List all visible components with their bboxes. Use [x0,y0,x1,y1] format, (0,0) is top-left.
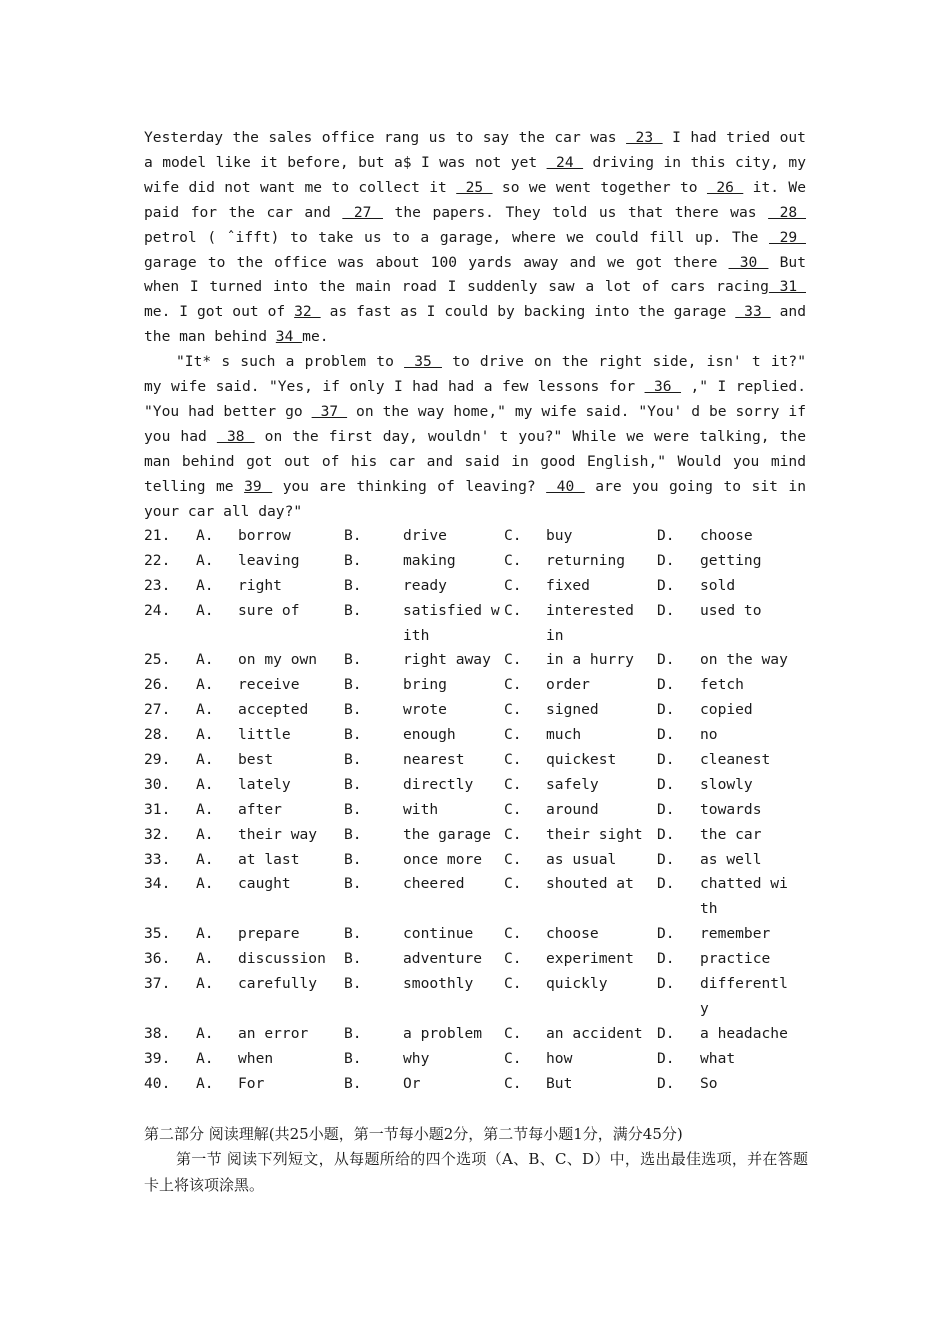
option-letter: C. [504,576,522,594]
question-number: 29. [144,751,171,769]
option-a: leaving [238,551,300,569]
option-row [144,698,806,723]
option-letter: A. [196,651,214,669]
option-letter: D. [657,875,675,893]
question-number: 32. [144,825,171,843]
option-letter: A. [196,1074,214,1092]
option-letter: B. [344,527,362,544]
question-number: 40. [144,1074,171,1092]
option-b: enough [403,726,456,744]
passage-text: ," I replied. "You had better go [144,378,806,420]
option-letter: C. [504,551,522,569]
answer-blank: 25 [456,178,493,196]
option-row [144,648,806,673]
option-letter: A. [196,551,214,569]
option-letter: C. [504,1024,522,1042]
option-d: fetch [700,676,744,694]
option-c: signed [546,701,599,719]
option-row [144,823,806,848]
option-letter: B. [344,726,362,744]
option-letter: B. [344,975,362,993]
option-letter: B. [344,576,362,594]
answer-blank: 40 [546,477,585,495]
option-letter: A. [196,726,214,744]
answer-blank: 31 [768,278,806,296]
passage-text: me. [302,328,329,346]
option-d: copied [700,701,753,719]
question-number: 21. [144,527,171,544]
option-letter: D. [657,1049,675,1067]
option-d: cleanest [700,751,771,769]
option-b: bring [403,676,447,694]
option-d: remember [700,925,771,943]
option-letter: C. [504,651,522,669]
option-d: getting [700,551,762,569]
question-number: 34. [144,875,171,893]
options-list [144,524,806,1097]
option-d: the car [700,825,762,843]
option-letter: A. [196,775,214,793]
passage-text: it. We paid for the car and [144,178,806,221]
option-letter: A. [196,676,214,694]
answer-blank: 34 [275,328,303,346]
option-letter: C. [504,925,522,943]
option-a: lately [238,775,291,793]
passage-text: driving in this city, my wife did not want me to collect it [144,153,806,196]
option-letter: C. [504,751,522,769]
question-number: 31. [144,800,171,818]
option-letter: D. [657,651,675,669]
option-a: caught [238,875,291,893]
answer-blank: 32 [294,303,321,321]
answer-blank: 36 [644,378,682,396]
option-letter: A. [196,925,214,943]
option-a: sure of [238,601,300,619]
option-letter: D. [657,601,675,619]
option-row [144,1072,806,1097]
option-letter: C. [504,775,522,793]
option-d: sold [700,576,736,594]
option-b: Or [403,1074,421,1092]
option-c: safely [546,775,599,793]
cloze-passage [144,126,806,525]
question-number: 37. [144,975,171,993]
option-letter: B. [344,751,362,769]
option-letter: B. [344,875,362,893]
option-a: right [238,576,282,594]
option-d: choose [700,527,753,544]
option-letter: D. [657,751,675,769]
option-b: ready [403,576,447,594]
question-number: 35. [144,925,171,943]
option-letter: A. [196,1024,214,1042]
passage-text: me. I got out of [144,303,295,321]
option-row [144,922,806,947]
option-a: when [238,1049,274,1067]
option-b: why [403,1049,430,1067]
option-letter: B. [344,676,362,694]
option-letter: C. [504,1074,522,1092]
option-letter: D. [657,527,675,544]
option-letter: B. [344,601,362,619]
option-row [144,798,806,823]
question-number: 39. [144,1049,171,1067]
option-letter: A. [196,576,214,594]
option-letter: D. [657,726,675,744]
option-letter: C. [504,825,522,843]
option-b: making [403,551,456,569]
option-c: shouted at [546,875,634,893]
option-c: an accident [546,1024,643,1042]
option-d: practice [700,950,771,968]
option-letter: B. [344,775,362,793]
option-letter: B. [344,950,362,968]
option-a: little [238,726,291,744]
option-a: prepare [238,925,300,943]
option-a: best [238,751,274,769]
option-d: used to [700,601,762,619]
option-b: continue [403,925,474,943]
option-row [144,549,806,574]
option-row [144,1022,806,1047]
option-letter: B. [344,825,362,843]
option-c: how [546,1049,573,1067]
question-number: 33. [144,850,171,868]
option-letter: C. [504,676,522,694]
option-letter: C. [504,800,522,818]
passage-text: Yesterday the sales office rang us to say the car was [144,129,627,146]
option-d: a headache [700,1024,788,1042]
option-letter: A. [196,825,214,843]
question-number: 22. [144,551,171,569]
passage-text: "It* s such a problem to [176,353,405,371]
passage-text: are you going to sit in your car all day?" [144,477,806,520]
option-row [144,1047,806,1072]
option-d: chatted with [700,875,788,918]
option-letter: D. [657,676,675,694]
option-c: choose [546,925,599,943]
answer-blank: 29 [769,228,806,246]
option-letter: C. [504,527,522,544]
question-number: 28. [144,726,171,744]
option-letter: B. [344,925,362,943]
option-b: cheered [403,875,465,893]
option-a: discussion [238,950,326,968]
passage-paragraph-2 [144,350,806,524]
answer-blank: 38 [216,427,255,445]
section-heading: 第二部分 阅读理解(共25小题，第一节每小题2分，第二节每小题1分，满分45分) [144,1125,683,1143]
option-row [144,723,806,748]
option-letter: D. [657,551,675,569]
option-row [144,574,806,599]
option-d: on the way [700,651,788,669]
option-letter: C. [504,1049,522,1067]
option-letter: B. [344,1024,362,1042]
answer-blank: 35 [404,353,442,371]
option-row [144,748,806,773]
option-c: around [546,800,599,818]
option-letter: C. [504,601,522,619]
option-b: a problem [403,1024,483,1042]
option-a: borrow [238,527,291,544]
passage-text: on the way home," my wife said. "You' d be sorry if you had [144,402,806,445]
option-letter: A. [196,701,214,719]
option-b: smoothly [403,975,474,993]
option-letter: C. [504,726,522,744]
question-number: 25. [144,651,171,669]
answer-blank: 26 [706,178,744,196]
passage-text: and the man behind [144,303,806,346]
passage-text: I had tried out a model like it before, but a$ I was not yet [144,129,806,171]
passage-text: as fast as I could by backing into the garage [320,303,736,321]
option-letter: A. [196,800,214,818]
option-a: their way [238,825,318,843]
option-row [144,773,806,798]
option-row [144,599,806,649]
option-c: But [546,1074,573,1092]
option-a: accepted [238,701,309,719]
question-number: 26. [144,676,171,694]
option-b: directly [403,775,474,793]
option-c: experiment [546,950,634,968]
option-c: returning [546,551,626,569]
option-b: right away [403,651,491,669]
option-c: order [546,676,590,694]
option-letter: B. [344,800,362,818]
question-number: 36. [144,950,171,968]
option-letter: D. [657,800,675,818]
option-c: quickly [546,975,608,993]
option-row [144,972,806,1022]
option-row [144,673,806,698]
option-letter: C. [504,975,522,993]
passage-text: to drive on the right side, isn' t it?" my wife said. "Yes, if only I had had a few lessons for [144,353,806,396]
option-c: quickest [546,751,617,769]
option-letter: D. [657,1024,675,1042]
option-letter: D. [657,950,675,968]
passage-text: on the first day, wouldn' t you?" While we were talking, the man behind got out of his car and said in good English," Would you mind telling me [144,427,806,495]
option-c: in a hurry [546,651,634,669]
passage-text: you are thinking of leaving? [272,477,547,495]
passage-text: so we went together to [492,178,707,196]
option-letter: D. [657,576,675,594]
option-letter: C. [504,701,522,719]
option-letter: A. [196,1049,214,1067]
question-number: 23. [144,576,171,594]
option-letter: D. [657,850,675,868]
option-letter: C. [504,950,522,968]
option-d: what [700,1049,736,1067]
option-a: carefully [238,975,318,993]
option-letter: D. [657,775,675,793]
option-d: towards [700,800,762,818]
question-number: 27. [144,701,171,719]
answer-blank: 28 [768,203,806,221]
option-letter: A. [196,751,214,769]
option-d: no [700,726,718,744]
option-letter: B. [344,701,362,719]
option-letter: D. [657,825,675,843]
answer-blank: 39 [244,477,273,495]
passage-text: the papers. They told us that there was [383,203,769,221]
option-b: satisfied with [403,601,500,644]
option-d: slowly [700,775,753,793]
option-c: interested in [546,601,634,644]
option-b: once more [403,850,483,868]
passage-paragraph-1 [144,126,806,350]
option-letter: A. [196,527,214,544]
question-number: 24. [144,601,171,619]
option-d: differently [700,975,788,1017]
option-row [144,872,806,922]
passage-text: garage to the office was about 100 yards away and we got there [144,253,729,271]
option-letter: C. [504,850,522,868]
option-a: on my own [238,651,318,669]
option-letter: D. [657,925,675,943]
option-letter: D. [657,1074,675,1092]
option-letter: B. [344,1049,362,1067]
option-a: after [238,800,282,818]
answer-blank: 37 [311,402,348,420]
answer-blank: 24 [546,153,584,171]
option-b: with [403,800,439,818]
option-letter: D. [657,701,675,719]
option-d: as well [700,850,762,868]
option-a: at last [238,850,300,868]
option-row [144,524,806,549]
question-number: 30. [144,775,171,793]
option-b: the garage [403,825,491,843]
option-letter: C. [504,875,522,893]
option-letter: A. [196,601,214,619]
option-letter: A. [196,950,214,968]
answer-blank: 33 [735,303,771,321]
option-b: wrote [403,701,447,719]
option-a: receive [238,676,300,694]
option-d: So [700,1074,718,1092]
option-a: an error [238,1024,309,1042]
option-c: fixed [546,576,590,594]
option-row [144,947,806,972]
option-letter: B. [344,850,362,868]
option-letter: A. [196,850,214,868]
passage-text: petrol ( ˆifft) to take us to a garage, where we could fill up. The [144,228,769,246]
option-c: their sight [546,825,643,843]
option-c: as usual [546,850,617,868]
answer-blank: 30 [728,253,769,271]
option-c: much [546,726,582,744]
option-letter: B. [344,551,362,569]
option-letter: A. [196,975,214,993]
option-letter: A. [196,875,214,893]
option-b: adventure [403,950,483,968]
option-letter: D. [657,975,675,993]
section-instruction: 第一节 阅读下列短文，从每题所给的四个选项（A、B、C、D）中，选出最佳选项，并在答题卡上将该项涂黑。 [144,1150,808,1194]
question-number: 38. [144,1024,171,1042]
option-b: nearest [403,751,465,769]
answer-blank: 23 [626,129,663,146]
passage-text: But when I turned into the main road I suddenly saw a lot of cars racing [144,253,806,296]
option-row [144,848,806,873]
option-b: drive [403,527,447,544]
option-letter: B. [344,1074,362,1092]
option-a: For [238,1074,265,1092]
option-c: buy [546,527,573,544]
answer-blank: 27 [342,203,383,221]
option-letter: B. [344,651,362,669]
